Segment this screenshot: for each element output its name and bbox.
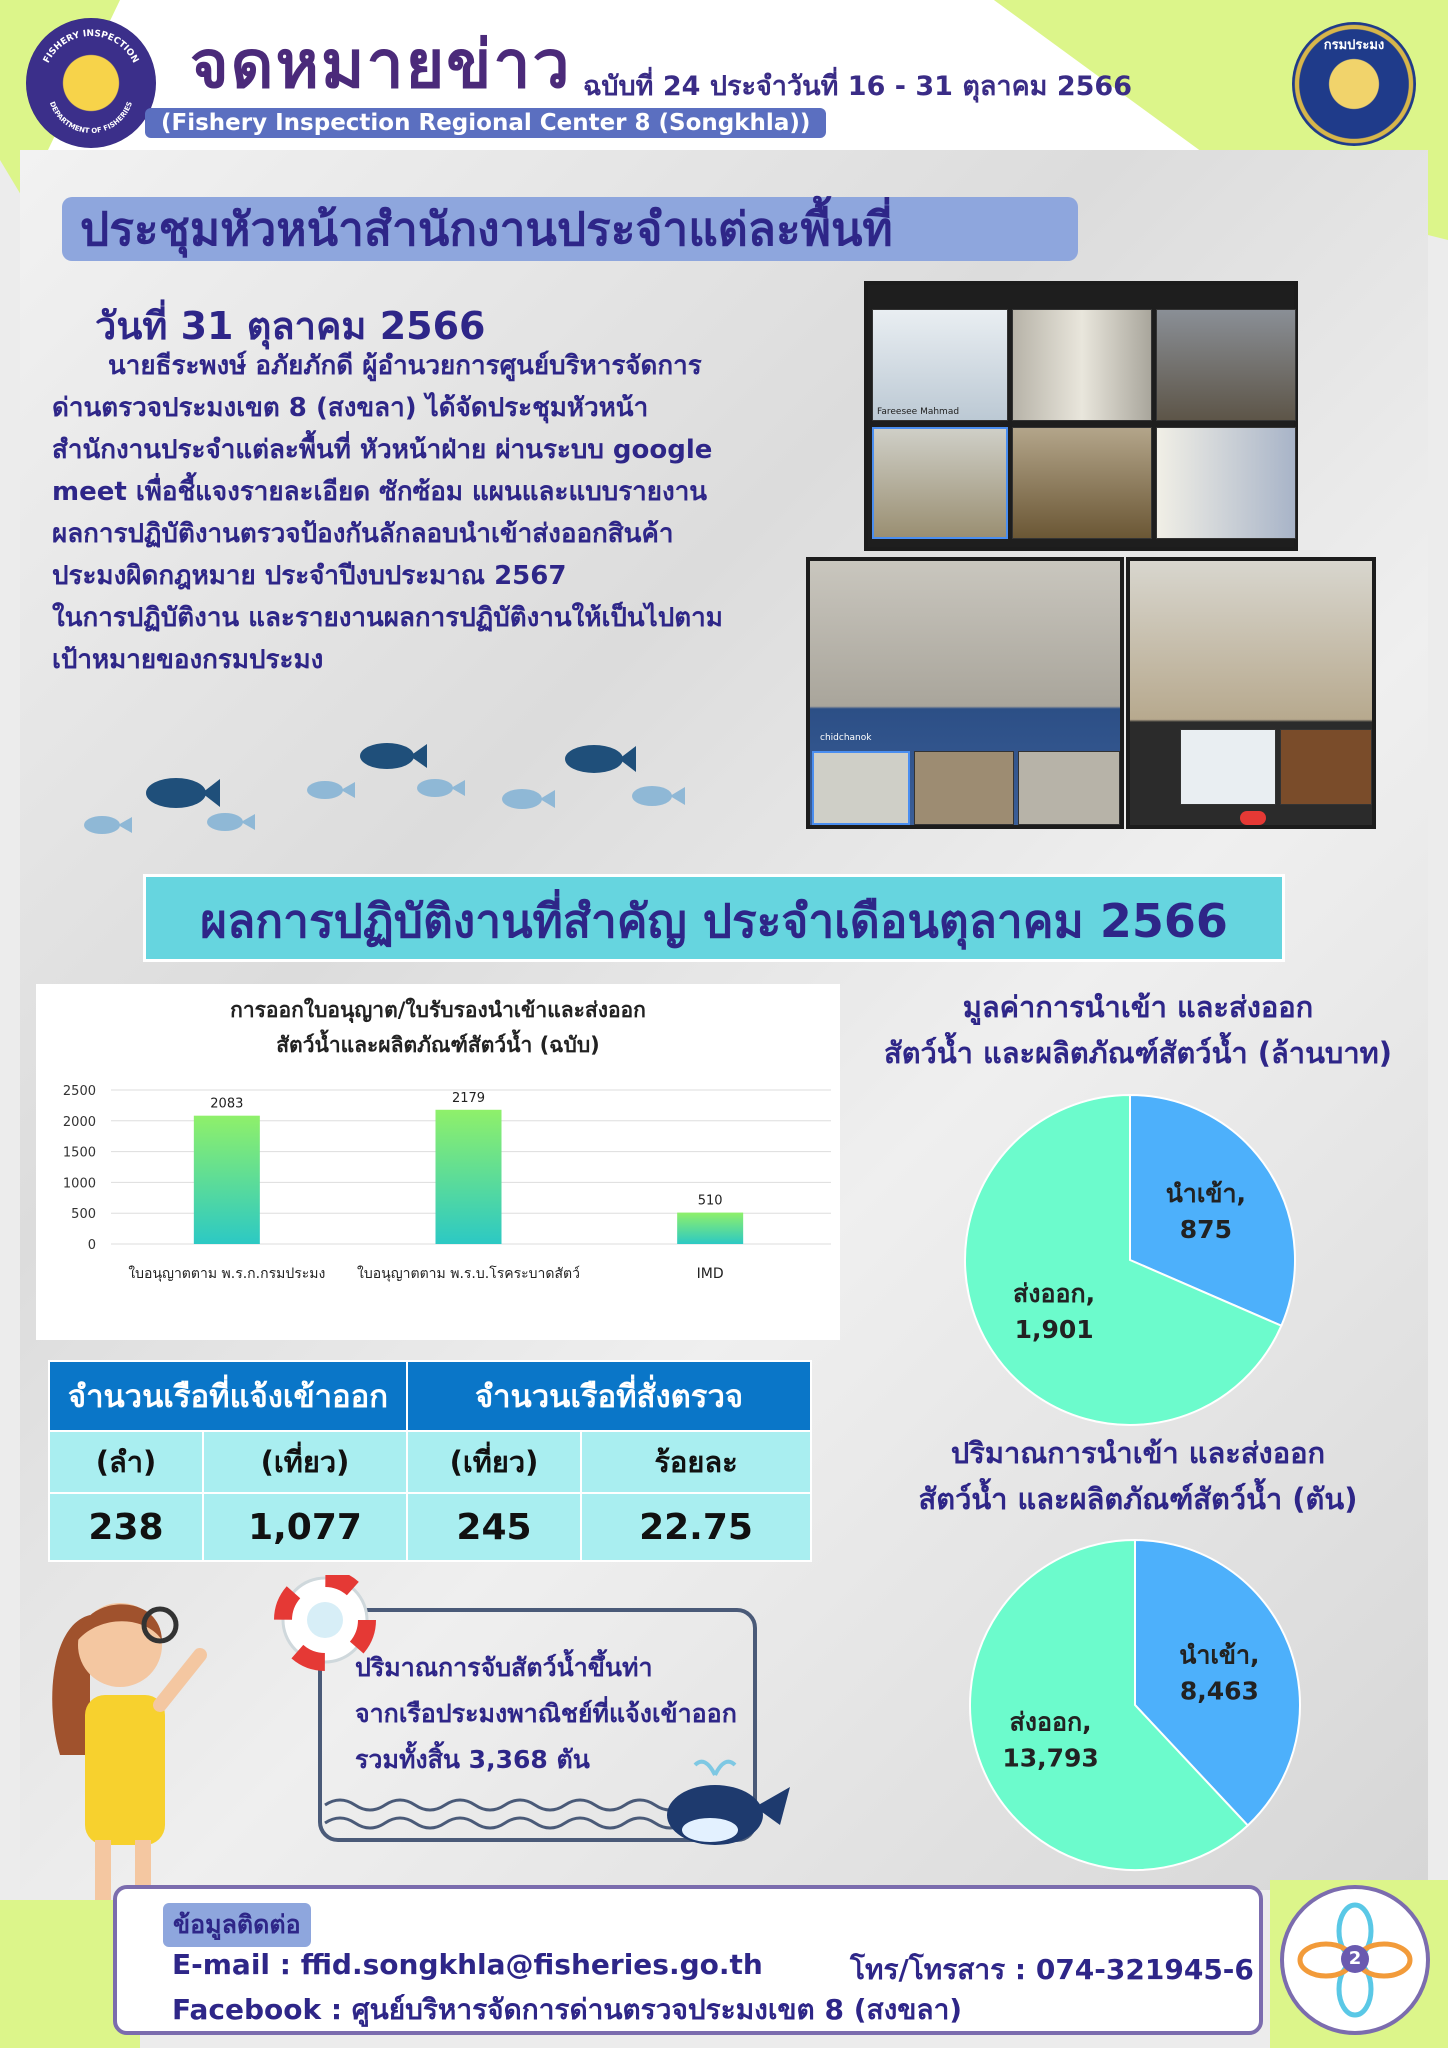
fish-icon bbox=[502, 789, 555, 809]
value-pie-title bbox=[848, 984, 1428, 1076]
fish-decoration bbox=[70, 730, 690, 850]
meeting-photo-grid bbox=[864, 281, 1298, 551]
logo-bottom-text: DEPARTMENT OF FISHERIES bbox=[47, 100, 135, 136]
logo-top-text: FISHERY INSPECTION bbox=[41, 28, 141, 65]
video-tile bbox=[1280, 729, 1372, 805]
y-tick-label: 1500 bbox=[62, 1145, 96, 1161]
meeting-date: วันที่ 31 ตุลาคม 2566 bbox=[95, 304, 486, 348]
catch-note-line: ปริมาณการจับสัตว์น้ำขึ้นท่า bbox=[355, 1653, 653, 1682]
bar bbox=[677, 1213, 743, 1244]
meeting-photo-speaker bbox=[1126, 557, 1376, 829]
fish-icon bbox=[84, 816, 132, 834]
participant-name: chidchanok bbox=[820, 733, 872, 743]
video-tile bbox=[1156, 309, 1296, 421]
issue-info: ฉบับที่ 24 ประจำวันที่ 16 - 31 ตุลาคม 2566 bbox=[583, 71, 1132, 102]
meeting-line: สำนักงานประจำแต่ละพื้นที่ หัวหน้าฝ่าย ผ่านระบบ google bbox=[52, 435, 713, 465]
bar-chart-svg bbox=[36, 984, 840, 1340]
meeting-description bbox=[52, 345, 802, 681]
unit-cell: (เที่ยว) bbox=[203, 1431, 407, 1493]
permits-bar-chart bbox=[36, 984, 840, 1340]
fishery-inspection-logo bbox=[26, 18, 156, 148]
video-tile bbox=[914, 751, 1014, 825]
meeting-line: นายธีระพงษ์ อภัยภักดี ผู้อำนวยการศูนย์บริหารจัดการ bbox=[108, 351, 702, 381]
x-tick-label: ใบอนุญาตตาม พ.ร.ก.กรมประมง bbox=[128, 1266, 326, 1282]
pie-label: นำเข้า, bbox=[1179, 1640, 1260, 1670]
fish-icon bbox=[360, 743, 427, 769]
y-tick-label: 500 bbox=[71, 1207, 96, 1223]
video-tile bbox=[1012, 309, 1152, 421]
video-tile bbox=[872, 427, 1008, 539]
value-pie-chart bbox=[955, 1085, 1305, 1435]
meeting-line: ในการปฏิบัติงาน และรายงานผลการปฏิบัติงานให้เป็นไปตาม bbox=[52, 603, 723, 633]
pie-value-label: 875 bbox=[1179, 1215, 1232, 1245]
boats-inspected-header: จำนวนเรือที่สั่งตรวจ bbox=[407, 1361, 811, 1431]
y-tick-label: 2500 bbox=[62, 1084, 96, 1099]
meeting-line: ด่านตรวจประมงเขต 8 (สงขลา) ได้จัดประชุมหัวหน้า bbox=[52, 393, 649, 423]
video-tile bbox=[1180, 729, 1276, 805]
participant-name: Fareesee Mahmad bbox=[877, 407, 960, 417]
contact-phone: โทร/โทรสาร : 074-321945-6 bbox=[850, 1953, 1254, 1986]
y-tick-label: 2000 bbox=[62, 1114, 96, 1130]
fish-icon bbox=[207, 813, 255, 831]
meeting-photo-office bbox=[806, 557, 1124, 829]
boats-table bbox=[48, 1360, 812, 1562]
end-call-icon bbox=[1240, 811, 1266, 825]
bar bbox=[436, 1110, 502, 1244]
video-tile bbox=[1156, 427, 1296, 539]
catch-note-line: จากเรือประมงพาณิชย์ที่แจ้งเข้าออก bbox=[355, 1699, 737, 1728]
volume-pie-title-line1: ปริมาณการนำเข้า และส่งออก bbox=[950, 1436, 1326, 1470]
pie-label: ส่งออก, bbox=[1013, 1278, 1096, 1308]
page-number-badge bbox=[1280, 1885, 1430, 2035]
department-seal-logo bbox=[1292, 22, 1416, 146]
girl-with-magnifier-illustration bbox=[30, 1585, 230, 1905]
value-cell: 238 bbox=[49, 1493, 203, 1561]
pie-value-label: 1,901 bbox=[1014, 1314, 1094, 1344]
unit-cell: (เที่ยว) bbox=[407, 1431, 581, 1493]
video-tile bbox=[1012, 427, 1152, 539]
pie-value-label: 8,463 bbox=[1179, 1676, 1259, 1706]
fish-icon bbox=[146, 778, 220, 808]
y-tick-label: 1000 bbox=[62, 1176, 96, 1192]
bar-chart-title: การออกใบอนุญาต/ใบรับรองนำเข้าและส่งออก bbox=[230, 998, 646, 1022]
video-tile bbox=[812, 751, 910, 825]
svg-text:DEPARTMENT OF FISHERIES bbox=[48, 100, 134, 135]
pie-label: นำเข้า, bbox=[1165, 1179, 1247, 1209]
newsletter-title: จดหมายข่าว bbox=[190, 25, 572, 103]
bar-value-label: 2083 bbox=[210, 1096, 244, 1112]
pie-label: ส่งออก, bbox=[1009, 1707, 1092, 1737]
results-heading: ผลการปฏิบัติงานที่สำคัญ ประจำเดือนตุลาคม 2566 bbox=[143, 874, 1285, 962]
boats-reported-header: จำนวนเรือที่แจ้งเข้าออก bbox=[49, 1361, 407, 1431]
bar bbox=[194, 1116, 260, 1244]
bar-chart-subtitle: สัตว์น้ำและผลิตภัณฑ์สัตว์น้ำ (ฉบับ) bbox=[276, 1033, 600, 1057]
contact-facebook[interactable]: Facebook : ศูนย์บริหารจัดการด่านตรวจประมงเขต 8 (สงขลา) bbox=[172, 1993, 963, 2026]
seal-text: กรมประมง bbox=[1323, 38, 1385, 53]
unit-cell: ร้อยละ bbox=[581, 1431, 811, 1493]
meeting-line: meet เพื่อชี้แจงรายละเอียด ซักซ้อม แผนและแบบรายงาน bbox=[52, 477, 708, 507]
page-number: 2 bbox=[1341, 1945, 1369, 1973]
volume-pie-chart bbox=[960, 1530, 1310, 1880]
value-pie-title-line1: มูลค่าการนำเข้า และส่งออก bbox=[962, 990, 1314, 1024]
fish-icon bbox=[632, 786, 685, 806]
fish-icon bbox=[565, 745, 636, 773]
x-tick-label: ใบอนุญาตตาม พ.ร.บ.โรคระบาดสัตว์ bbox=[357, 1266, 580, 1282]
pie-value-label: 13,793 bbox=[1002, 1743, 1099, 1773]
value-cell: 22.75 bbox=[581, 1493, 811, 1561]
catch-note-line: รวมทั้งสิ้น 3,368 ตัน bbox=[355, 1745, 590, 1774]
meeting-line: ผลการปฏิบัติงานตรวจป้องกันลักลอบนำเข้าส่งออกสินค้า bbox=[52, 519, 674, 549]
video-tile bbox=[1018, 751, 1120, 825]
meeting-line: ประมงผิดกฎหมาย ประจำปีงบประมาณ 2567 bbox=[52, 561, 567, 591]
fish-icon bbox=[307, 781, 355, 799]
catch-note-text bbox=[355, 1645, 737, 1783]
value-pie-title-line2: สัตว์น้ำ และผลิตภัณฑ์สัตว์น้ำ (ล้านบาท) bbox=[884, 1036, 1392, 1070]
video-tile bbox=[872, 309, 1008, 421]
meeting-line: เป้าหมายของกรมประมง bbox=[52, 645, 324, 675]
contact-label: ข้อมูลติดต่อ bbox=[163, 1903, 311, 1947]
x-tick-label: IMD bbox=[696, 1266, 724, 1282]
bar-value-label: 2179 bbox=[451, 1090, 486, 1106]
contact-email[interactable]: E-mail : ffid.songkhla@fisheries.go.th bbox=[172, 1948, 763, 1981]
volume-pie-title-line2: สัตว์น้ำ และผลิตภัณฑ์สัตว์น้ำ (ตัน) bbox=[918, 1482, 1358, 1516]
volume-pie-title bbox=[848, 1430, 1428, 1522]
bar-value-label: 510 bbox=[697, 1193, 723, 1209]
value-cell: 245 bbox=[407, 1493, 581, 1561]
center-name: (Fishery Inspection Regional Center 8 (Songkhla)) bbox=[145, 108, 826, 138]
meeting-heading: ประชุมหัวหน้าสำนักงานประจำแต่ละพื้นที่ bbox=[62, 197, 1078, 261]
value-cell: 1,077 bbox=[203, 1493, 407, 1561]
y-tick-label: 0 bbox=[87, 1238, 96, 1253]
svg-text:FISHERY INSPECTION bbox=[42, 29, 140, 65]
unit-cell: (ลำ) bbox=[49, 1431, 203, 1493]
fish-icon bbox=[417, 779, 465, 797]
